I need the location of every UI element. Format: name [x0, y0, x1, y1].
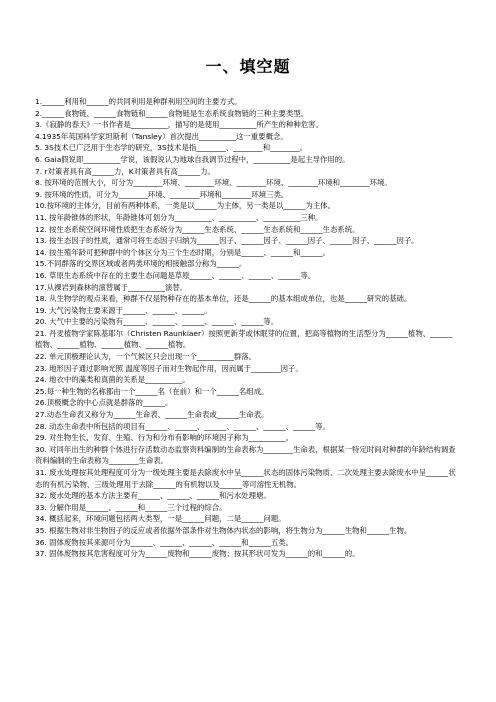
question-item: 10.按环境的主体分，目前有两种体系，一类是以______为主体，另一类是以______为主体。 [35, 201, 335, 211]
question-item: 18. 从生物学的观点来看，种群不仅是物种存在的基本单位，还是______的基本组成单位，也是______研究的基础。 [35, 294, 412, 304]
question-item: 33. 分解作用是______、______和______三个过程的综合。 [35, 502, 227, 512]
page-title: 一、填空题 [205, 57, 291, 76]
question-item: 13. 按生态因子的性质，通常可将生态因子归纳为______因子、______因子、______因子、______因子、______因子。 [35, 236, 419, 246]
question-item: 36. 固体废物按其来源可分为______、______、______、______和______五类。 [35, 537, 293, 547]
question-item: 1.______利用和______的共同利用是种群利用空间的主要方式。 [35, 97, 242, 106]
question-item: 17.从裸岩到森林的演替属于__________演替。 [35, 282, 188, 292]
question-item: 12. 按生态系统空间环境性质把生态系统分为______生态系统、______生态系统和______生态系统。 [35, 224, 360, 234]
question-item: 27.动态生命表又称分为______生命表、______生命表或______生命表。 [35, 410, 269, 420]
question-item: 3.《寂静的春天》一书作者是__________，描写的是使用__________所产生的种种危害。 [35, 120, 323, 130]
question-list [35, 96, 458, 560]
question-item: 30. 对同年出生的种群个体进行存活数动态监察资料编制的生命表称为________生命表，根据某一特定时间对种群的年龄结构调查资料编制的生命表称为________生命表。 [35, 444, 456, 466]
question-item: 20. 大气中主要的污染物有______、______、______、______、______等。 [35, 317, 279, 327]
question-item: 6. Gaia假说即__________学说，该假说认为地球自我调节过程中，__________是起主导作用的。 [35, 154, 350, 164]
question-item: 25.每一种生物的名称都由一个______名（在前）和一个______名组成。 [35, 386, 269, 396]
question-item: 14. 按生殖年龄可把种群中的个体区分为三个生态时期，分别是______、______和______。 [35, 247, 330, 257]
question-item: 31. 废水处理按其处理程度可分为一级处理主要是去除废水中呈______状态的固体污染物质、二次处理主要去除废水中呈______状态的有机污染物、三级处理用于去除______的有机物以及______等可溶性无机物。 [35, 468, 456, 489]
question-item: 4.1935年英国科学家坦斯利（Tansley）首次提出__________这一重要概念。 [35, 131, 288, 141]
question-item: 21. 丹麦植物学家陈基耶尔（Christen Raunkiaer）按照更新芽或休眠芽的位置，把高等植物的生活型分为______植物、______植物、______植物、______植物、______植物。 [35, 328, 453, 350]
question-item: 23. 地形因子通过影响光照 温度等因子而对生物起作用，因而属于________因子。 [35, 363, 303, 373]
question-item: 7. r对策者具有高______力，K对策者具有高______力。 [35, 166, 215, 176]
question-item: 5. 3S技术已广泛用于生态学的研究，3S技术是指________、________和________。 [35, 143, 308, 153]
question-item: 34. 概括起来，环境问题包括两大类型，一是______问题，二是______问题。 [35, 514, 286, 524]
question-item: 37. 固体废物按其危害程度可分为______废物和______废物；按其形状可发为______的和______的。 [35, 549, 360, 559]
question-item: 2.______食物链、______食物链和______食物链是生态系统食物链的三种主要类型。 [35, 108, 309, 118]
question-item: 24. 地衣中的藻类和真菌的关系是__________。 [35, 375, 190, 385]
question-item: 22. 单元顶极理论认为，一个气候区只会出现一个__________群落。 [35, 352, 257, 362]
question-item: 35. 根据生物对非生物因子的反应或者依据外部条件对生物体内状态的影响，将生物分为______生物和______生物。 [35, 525, 412, 535]
question-item: 15.不同群落的交界区域或者两类环境的相接触部分称为______。 [35, 259, 247, 269]
question-item: 32. 废水处理的基本方法主要有______、______、______和污水处理塘。 [35, 491, 271, 501]
question-item: 9. 按环境的性质，可分为________环境、________环境和________环境三类。 [35, 189, 289, 199]
question-item: 16. 草原生态系统中存在的主要生态问题是草原______、______、______、______等。 [35, 270, 316, 280]
question-item: 29. 对生物生长、发育、生殖、行为和分布有影响的环境因子称为__________。 [35, 433, 293, 443]
question-item: 26.顶极概念的中心点就是群落的______。 [35, 398, 173, 408]
question-item: 19. 大气污染物主要来源于______、______、______。 [35, 305, 212, 315]
question-item: 11. 按年龄锥体的形状，年龄锥体可划分为__________、__________、__________三种。 [35, 212, 323, 222]
question-item: 28. 动态生命表中所包括的项目有______、______、______、______、______、______等。 [35, 421, 330, 431]
question-item: 8. 按环境的范围大小，可分为________环境、________环境、________环境、________环境和________环境。 [35, 178, 392, 188]
